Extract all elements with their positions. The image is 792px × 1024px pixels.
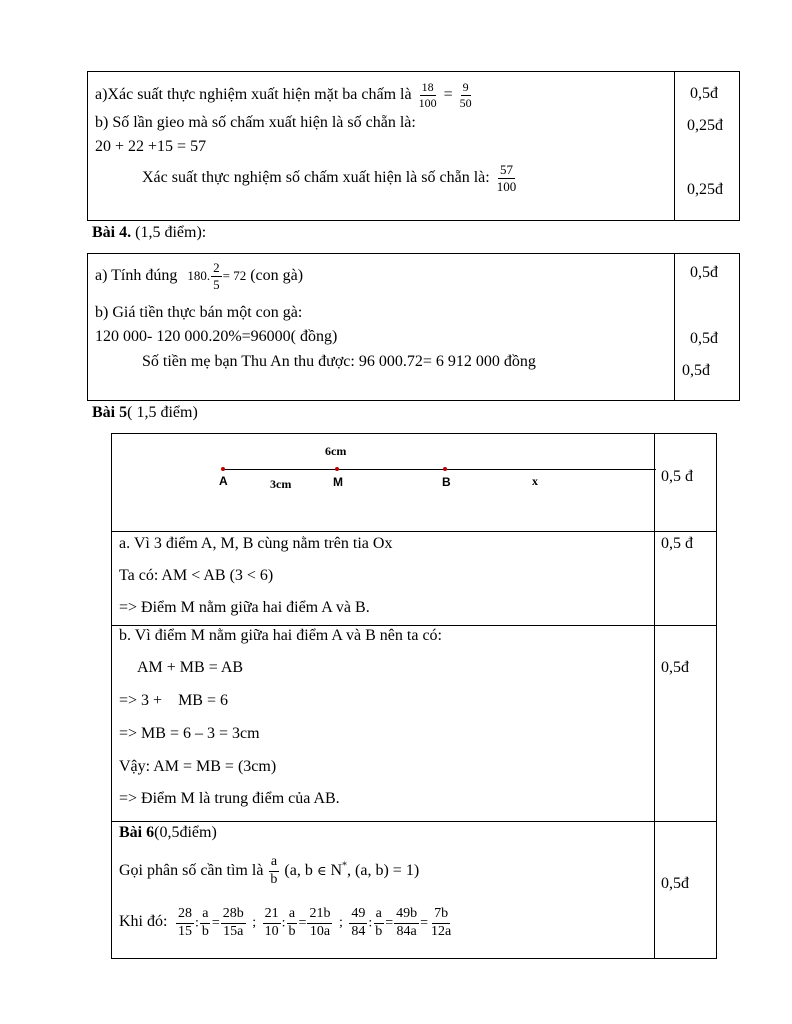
bai5-b-line: Vậy: AM = MB = (3cm): [119, 758, 277, 775]
score-cell: 0,5đ: [661, 875, 689, 892]
row-divider: [112, 821, 716, 822]
label-point-m: M: [333, 475, 343, 489]
bai3-a-text: a)Xác suất thực nghiệm xuất hiện mặt ba chấm là: [95, 85, 412, 103]
score-cell: 0,5đ: [682, 362, 710, 379]
ray-ox-line: [222, 469, 656, 470]
label-6cm: 6cm: [325, 444, 347, 458]
bai5-a-line: => Điểm M nằm giữa hai điểm A và B.: [119, 599, 370, 616]
score-cell: 0,5đ: [690, 264, 718, 281]
score-cell: 0,25đ: [687, 117, 723, 134]
bai4-b-calc: 120 000- 120 000.20%=96000( đồng): [95, 328, 338, 345]
bai5-b-line: b. Vì điểm M nằm giữa hai điểm A và B nên ta có:: [119, 627, 442, 644]
bai6-goi-fraction: $\frac{a}{b}$: [270, 854, 278, 887]
bai3-b-fraction: $\frac{57}{100}$: [496, 162, 517, 194]
label-3cm: 3cm: [270, 477, 292, 491]
label-point-a: A: [219, 474, 228, 488]
bai4-heading: Bài 4. (1,5 điểm):: [92, 224, 207, 241]
bai6-heading: Bài 6(0,5điểm): [119, 824, 217, 841]
bai5-b-line: => 3 + MB = 6: [119, 692, 228, 709]
column-divider: [674, 254, 675, 400]
bai5-a-line: a. Vì 3 điểm A, M, B cùng nằm trên tia Ox: [119, 535, 393, 552]
segment-figure: [112, 434, 653, 530]
label-point-b: B: [442, 475, 451, 489]
score-cell: 0,25đ: [687, 181, 723, 198]
row-divider: [112, 625, 716, 626]
score-cell: 0,5đ: [661, 659, 689, 676]
point-a-dot: [221, 467, 225, 471]
bai3-part-a: a)Xác suất thực nghiệm xuất hiện mặt ba chấm là $\frac{18}{100}$ = $\frac{9}{50}$: [95, 80, 472, 110]
bai3-b-calc: 20 + 22 +15 = 57: [95, 138, 207, 155]
label-x: x: [532, 474, 538, 488]
score-cell: 0,5 đ: [661, 468, 693, 485]
bai5-b-line: => MB = 6 – 3 = 3cm: [119, 725, 260, 742]
bai5-b-line: => Điểm M là trung điểm của AB.: [119, 790, 340, 807]
bai5-b-line: AM + MB = AB: [137, 659, 244, 676]
row-divider: [112, 531, 716, 532]
bai4-b-total: Số tiền mẹ bạn Thu An thu được: 96 000.72= 6 912 000 đồng: [142, 353, 536, 370]
column-divider: [654, 434, 655, 958]
bai4-part-a: a) Tính đúng 180. $\frac{2}{5}$ = 72 (con gà): [95, 260, 304, 292]
bai3-a-fraction-2: $\frac{9}{50}$: [459, 80, 472, 110]
bai4-b-text: b) Giá tiền thực bán một con gà:: [95, 304, 303, 321]
point-m-dot: [335, 467, 339, 471]
bai5-heading: Bài 5( 1,5 điểm): [92, 404, 198, 421]
score-cell: 0,5đ: [690, 85, 718, 102]
bai5-a-line: Ta có: AM < AB (3 < 6): [119, 567, 274, 584]
score-cell: 0,5 đ: [661, 535, 693, 552]
bai6-goi-line: Gọi phân số cần tìm là $\frac{a}{b}$ (a, b ∈ N*, (a, b) = 1): [119, 854, 420, 887]
bai6-khido-line: Khi đó: $\frac{28}{15}$ : $\frac{a}{b}$ = $\frac{28b}{15a}$ ; $\frac{21}{10}$ : $\frac{a}{b}$ = $\frac{21b}{10a}$ ; $\frac{49}{84}$ : $\frac{a}{b}$ = $\frac{49b}{84a}$ = $\frac{7b}{12a}$: [119, 906, 452, 939]
point-b-dot: [443, 467, 447, 471]
bai3-b-text: b) Số lần gieo mà số chấm xuất hiện là số chẵn là:: [95, 114, 416, 131]
score-cell: 0,5đ: [690, 330, 718, 347]
bai4-a-fraction: $\frac{2}{5}$: [213, 260, 220, 292]
bai3-a-fraction-1: $\frac{18}{100}$: [418, 80, 437, 110]
bai3-b-prob: Xác suất thực nghiệm số chấm xuất hiện là số chẵn là: $\frac{57}{100}$: [142, 162, 517, 194]
column-divider: [674, 72, 675, 220]
